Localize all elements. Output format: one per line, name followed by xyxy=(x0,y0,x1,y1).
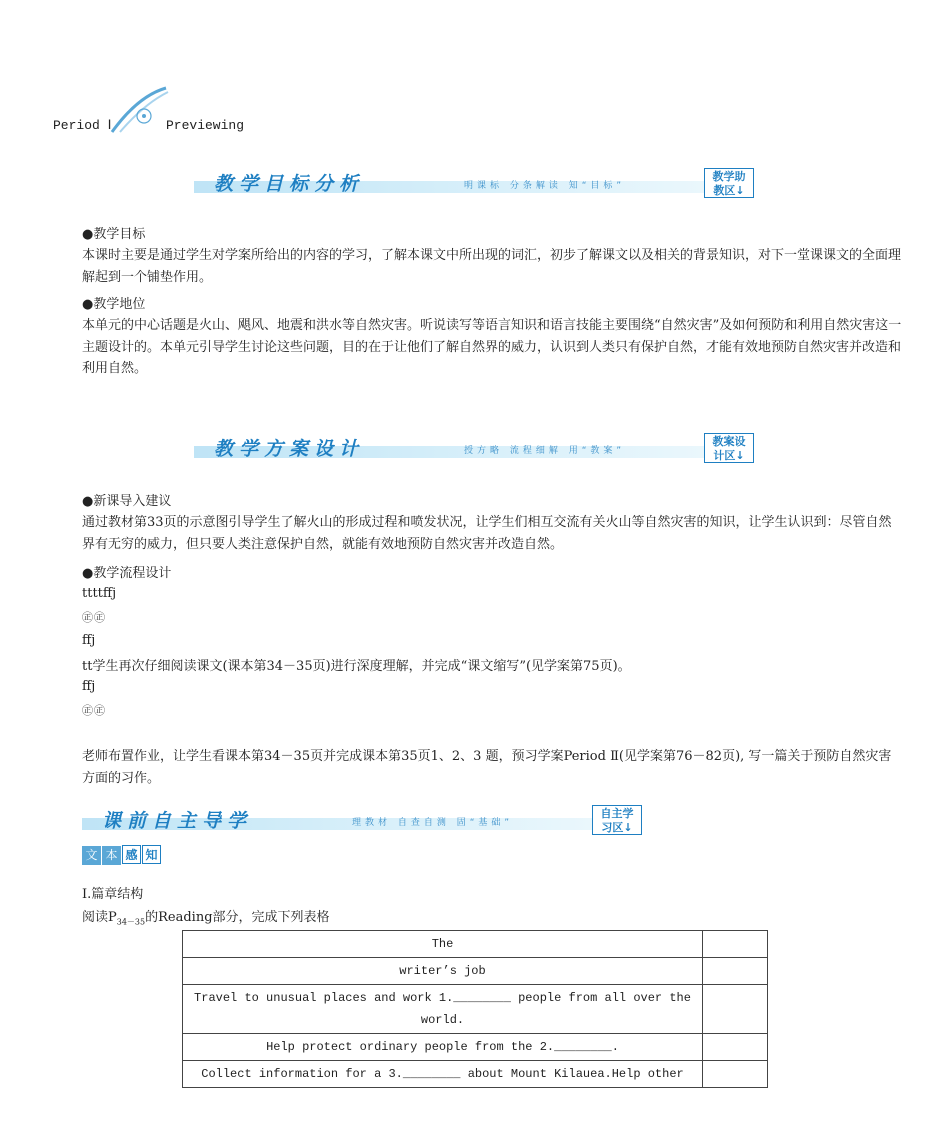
table-cell-answer[interactable] xyxy=(703,958,768,985)
period-subtitle: Previewing xyxy=(166,118,245,133)
flow-glyph-icon: ㊣㊣ xyxy=(82,704,106,717)
banner-title: 教学方案设计 xyxy=(214,438,365,460)
tag-line: 自主学 xyxy=(600,807,634,820)
tag-line: 计区↓ xyxy=(713,449,745,462)
table-cell-answer[interactable] xyxy=(703,1034,768,1061)
banner-subtitle: 明课标 分条解读 知“目标” xyxy=(464,181,626,191)
tag-line: 教区↓ xyxy=(713,184,745,197)
text-perception-label xyxy=(82,845,162,867)
banner-self-study xyxy=(82,812,592,836)
wb-char: 文 xyxy=(82,846,101,865)
table-cell-content: Collect information for a 3.________ about Mount Kilauea.Help other xyxy=(183,1061,703,1088)
table-row xyxy=(183,931,768,958)
paragraph: 通过教材第33页的示意图引导学生了解火山的形成过程和喷发状况，让学生们相互交流有关火山等自然灾害的知识，让学生认识到：尽管自然界有无穷的威力，但只要人类注意保护自然，就能有效地预防自然灾害并改造自然。 xyxy=(82,515,892,552)
banner-teaching-plan xyxy=(194,440,704,464)
paragraph: 老师布置作业，让学生看课本第34－35页并完成课本第35页1、2、3 题，预习学案Period Ⅱ(见学案第76－82页), 写一篇关于预防自然灾害方面的习作。 xyxy=(82,749,892,786)
tag-line: 习区↓ xyxy=(601,821,633,834)
tag-line: 教案设 xyxy=(712,435,746,448)
wb-char: 本 xyxy=(102,846,121,865)
section-heading: ●新课导入建议 xyxy=(82,494,172,509)
table-cell-answer[interactable] xyxy=(703,1061,768,1088)
table-cell-answer[interactable] xyxy=(703,931,768,958)
table-cell-content: Help protect ordinary people from the 2.________. xyxy=(183,1034,703,1061)
table-cell-answer[interactable] xyxy=(703,985,768,1034)
wb-char: 感 xyxy=(122,845,141,864)
banner-tag-2 xyxy=(704,435,758,464)
banner-title: 课前自主导学 xyxy=(102,810,253,832)
banner-tag-3 xyxy=(592,807,646,836)
flow-line: ttttffj xyxy=(82,586,117,601)
paragraph: 本单元的中心话题是火山、飓风、地震和洪水等自然灾害。听说读写等语言知识和语言技能主要围绕“自然灾害”及如何预防和利用自然灾害这一主题设计的。本单元引导学生讨论这些问题，目的在于让他们了解自然界的威力，认识到人类只有保护自然，才能有效地预防自然灾害并改造和利用自然。 xyxy=(82,318,902,376)
banner-subtitle: 理教材 自查自测 固“基础” xyxy=(352,818,514,828)
section-heading: Ⅰ.篇章结构 xyxy=(82,887,144,902)
section-heading: ●教学流程设计 xyxy=(82,566,172,581)
flow-glyph-icon: ㊣㊣ xyxy=(82,611,106,624)
instruction: 阅读$P_{34-35}$的Reading部分，完成下列表格 xyxy=(82,910,330,927)
flow-line: ffj xyxy=(82,679,96,694)
flow-line: tt学生再次仔细阅读课文(课本第34－35页)进行深度理解，并完成“课文缩写”(见学案第75页)。 xyxy=(82,659,631,674)
structure-table xyxy=(182,930,768,1088)
period-logo-icon xyxy=(108,86,170,136)
table-row xyxy=(183,1034,768,1061)
table-row xyxy=(183,958,768,985)
table-row xyxy=(183,1061,768,1088)
period-label: Period Ⅰ xyxy=(53,118,112,133)
flow-line: ffj xyxy=(82,633,96,648)
table-row xyxy=(183,985,768,1034)
table-cell-content: The xyxy=(183,931,703,958)
section-heading: ●教学地位 xyxy=(82,297,146,312)
wb-char: 知 xyxy=(142,845,161,864)
table-cell-content: writer’s job xyxy=(183,958,703,985)
paragraph: 本课时主要是通过学生对学案所给出的内容的学习，了解本课文中所出现的词汇，初步了解课文以及相关的背景知识，对下一堂课课文的全面理解起到一个铺垫作用。 xyxy=(82,248,902,285)
banner-tag-1 xyxy=(704,170,758,199)
section-heading: ●教学目标 xyxy=(82,227,146,242)
table-cell-content: Travel to unusual places and work 1.________ people from all over the world. xyxy=(183,985,703,1034)
banner-title: 教学目标分析 xyxy=(214,173,365,195)
banner-teaching-goals xyxy=(194,175,704,199)
tag-line: 教学助 xyxy=(712,170,746,183)
banner-subtitle: 授方略 流程细解 用“教案” xyxy=(464,446,626,456)
